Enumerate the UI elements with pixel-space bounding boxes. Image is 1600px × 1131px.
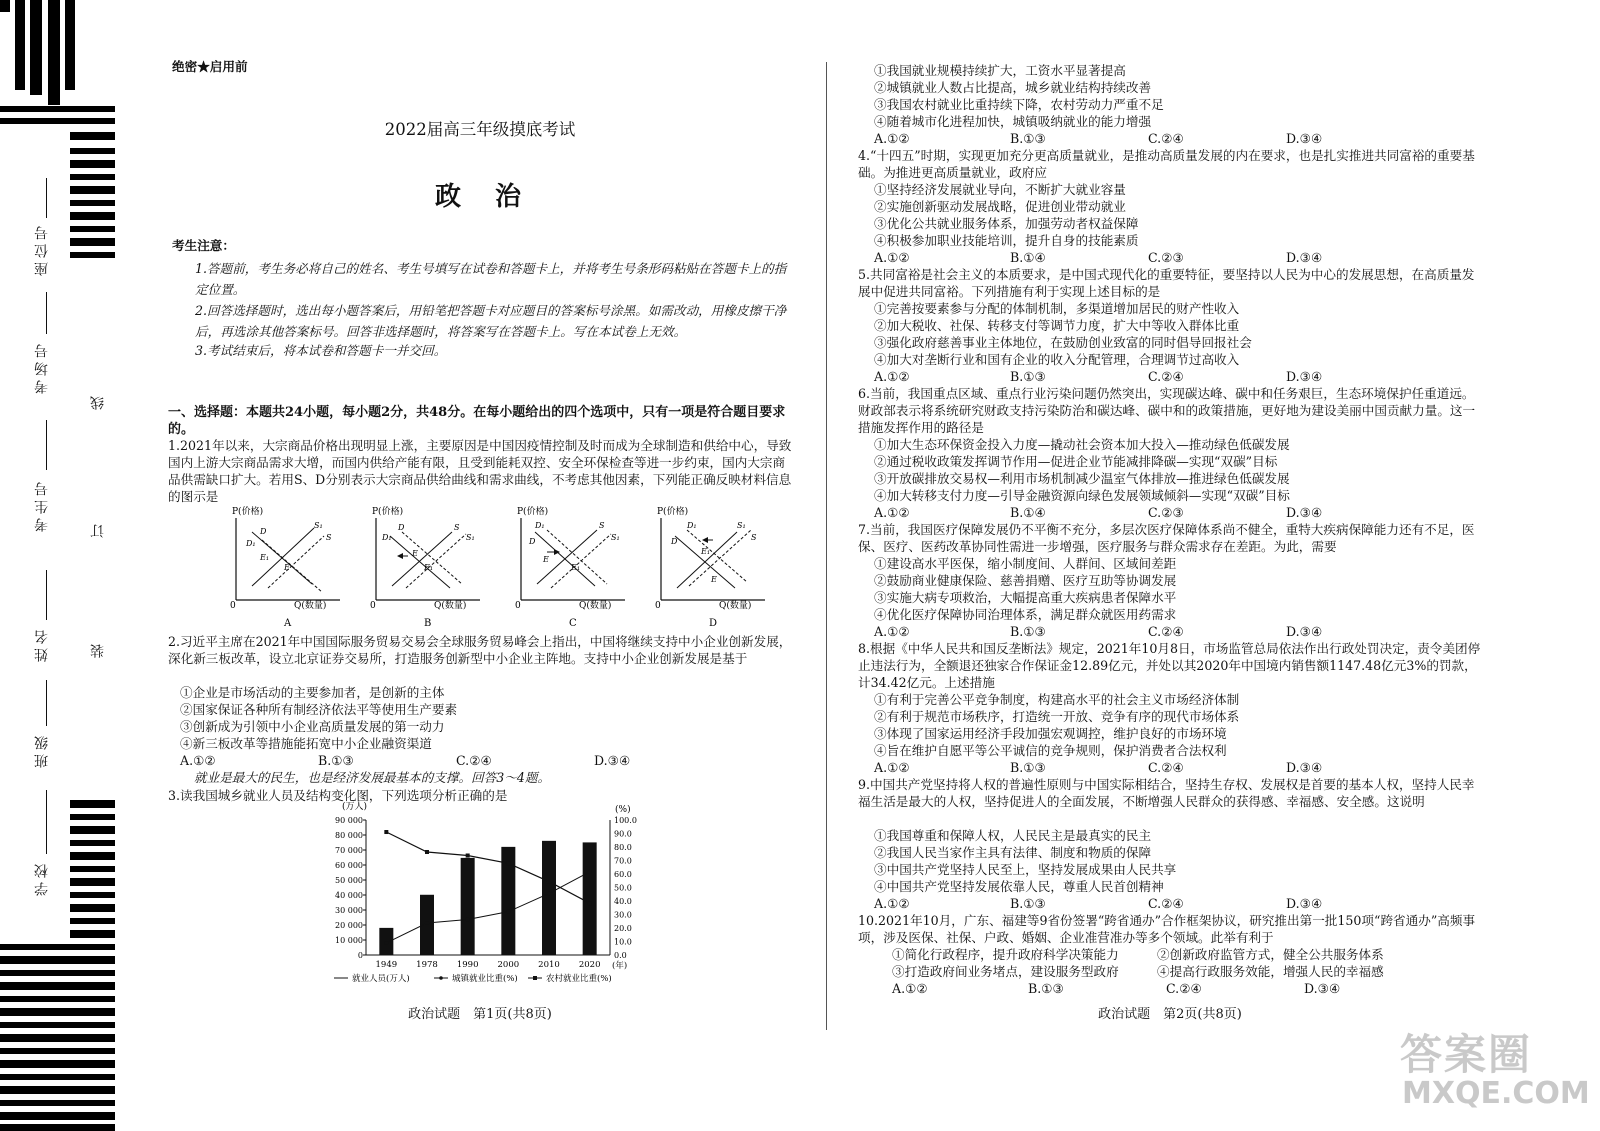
q5-item-2: ②加大税收、社保、转移支付等调节力度，扩大中等收入群体比重 (874, 318, 1240, 333)
column-divider (826, 62, 827, 1030)
svg-text:D: D (260, 527, 267, 536)
q3-item-4: ④随着城市化进程加快，城镇吸纳就业的能力增强 (874, 114, 1152, 129)
q4-stem: 4.“十四五”时期，实现更加充分更高质量就业，是推动高质量发展的内在要求，也是扎实推进共同富裕的重要基础。为推进更高质量就业，政府应 (858, 148, 1475, 180)
svg-text:D₁: D₁ (382, 533, 392, 542)
graph-d-xlabel: Q(数量) (719, 601, 752, 611)
q7-item-2: ②鼓励商业健康保险、慈善捐赠、医疗互助等协调发展 (874, 573, 1177, 588)
svg-text:D₁: D₁ (687, 521, 697, 530)
y-tick-label: 30 000 (335, 906, 363, 915)
q1-stem: 1.2021年以来，大宗商品价格出现明显上涨，主要原因是中国因疫情控制及时而成为全球制造和供给中心，导致国内上游大宗商品需求大增，而国内供给产能有限，且受到能耗双控、安全环保检查等进一步约束，国内大宗商品供需缺口扩大。若用S、D分别表示大宗商品供给曲线和需求曲线，不考虑其他因素，下列能正确反映材料信息的图示是 (168, 438, 792, 504)
exam-title: 2022届高三年级摸底考试 (384, 120, 576, 139)
q2-item-3: ③创新成为引领中小企业高质量发展的第一动力 (180, 719, 445, 734)
q3-option-a[interactable]: A.①② (874, 131, 910, 146)
field-examno-line (46, 420, 47, 470)
graph-b (370, 505, 480, 629)
q7-stem: 7.当前，我国医疗保障发展仍不平衡不充分，多层次医疗保障体系尚不健全，重特大疾病保障能力还有不足，医保、医疗、医药改革协同性需进一步增强，医疗服务与群众需求存在差距。为此，需要 (858, 522, 1475, 554)
field-room-line (46, 292, 47, 334)
line-rural (386, 832, 589, 903)
point-rural (466, 854, 470, 858)
x-tick-label: 1949 (375, 960, 398, 970)
y-tick-label: 0 (357, 951, 363, 960)
graph-d-letter: D (709, 618, 718, 629)
point-rural (547, 880, 551, 884)
svg-text:E₁: E₁ (260, 553, 270, 562)
q6-item-1: ①加大生态环保资金投入力度—撬动社会资本加大投入—推动绿色低碳发展 (874, 437, 1290, 452)
point-urban (588, 870, 592, 874)
svg-text:D: D (529, 537, 536, 546)
svg-text:E: E (412, 549, 418, 558)
section-heading: 一、选择题：本题共24小题，每小题2分，共48分。在每小题给出的四个选项中，只有一项是符合题目要求的。 (168, 405, 786, 437)
svg-text:E₁: E₁ (571, 563, 581, 572)
chart-y2label: (%) (615, 805, 631, 815)
footer-page-1: 政治试题 第1页(共8页) (408, 1007, 552, 1022)
q8-item-1: ①有利于完善公平竞争制度，构建高水平的社会主义市场经济体制 (874, 692, 1240, 707)
y-tick-label: 20 000 (335, 921, 363, 930)
q9-item-1: ①我国尊重和保障人权，人民民主是最真实的民主 (874, 828, 1152, 843)
graph-c-xlabel: Q(数量) (579, 601, 612, 611)
chart-xlabel: (年) (612, 961, 628, 971)
graph-c-letter: C (569, 618, 577, 629)
legend-urban: 城镇就业比重(%) (452, 974, 518, 984)
svg-text:E: E (284, 563, 290, 572)
q10-option-b[interactable]: B.①③ (1028, 981, 1064, 996)
q10-item-2: ②创新政府监管方式，健全公共服务体系 (1157, 947, 1384, 962)
q2-item-4: ④新三板改革等措施能拓宽中小企业融资渠道 (180, 736, 432, 751)
graph-d-origin: 0 (655, 601, 661, 611)
q2-item-2: ②国家保证各种所有制经济依法平等使用生产要素 (180, 702, 458, 717)
x-tick-label: 2020 (578, 960, 601, 970)
q2-item-1: ①企业是市场活动的主要参加者，是创新的主体 (180, 685, 445, 700)
q5-item-3: ③强化政府慈善事业主体地位，在鼓励创业致富的同时倡导回报社会 (874, 335, 1252, 350)
q10-item-1: ①简化行政程序，提升政府科学决策能力 (892, 947, 1119, 962)
graph-b-letter: B (424, 618, 432, 629)
y2-tick-label: 80.0 (614, 843, 632, 852)
q9-item-3: ③中国共产党坚持人民至上，坚持发展成果由人民共享 (874, 862, 1177, 877)
q7-option-a[interactable]: A.①② (874, 624, 910, 639)
y-tick-label: 80 000 (335, 831, 363, 840)
q3-option-d[interactable]: D.③④ (1286, 131, 1323, 146)
svg-text:D: D (398, 523, 405, 532)
svg-text:D₁: D₁ (246, 539, 256, 548)
legend-rural: 农村就业比重(%) (546, 974, 612, 984)
legend-employment: 就业人员(万人) (352, 974, 410, 984)
graph-a-origin: 0 (230, 601, 236, 611)
q3-item-1: ①我国就业规模持续扩大，工资水平显著提高 (874, 63, 1126, 78)
notice-2: 2.回答选择题时，选出每小题答案后，用铅笔把答题卡对应题目的答案标号涂黑。如需改动，用橡皮擦干净后，再选涂其他答案标号。回答非选择题时，将答案写在答题卡上。写在本试卷上无效。 (195, 303, 787, 339)
graph-d-ylabel: P(价格) (657, 507, 689, 517)
y2-tick-label: 0.0 (614, 951, 627, 960)
q9-option-c[interactable]: C.②④ (1148, 896, 1184, 911)
bar-employment (583, 842, 597, 955)
field-seat-line (46, 178, 47, 218)
watermark-logo: 答案圈 (1400, 1030, 1533, 1079)
q4-option-b[interactable]: B.①④ (1010, 250, 1046, 265)
q9-item-4: ④中国共产党坚持发展依靠人民，尊重人民首创精神 (874, 879, 1164, 894)
graph-a-letter: A (284, 618, 292, 629)
y2-tick-label: 70.0 (614, 856, 632, 866)
field-school-label: 学校 (34, 860, 50, 896)
q7-option-b[interactable]: B.①③ (1010, 624, 1046, 639)
svg-text:S: S (599, 521, 605, 530)
q7-item-3: ③实施大病专项救治，大幅提高重大疾病患者保障水平 (874, 590, 1177, 605)
point-urban (425, 921, 429, 925)
point-rural (425, 850, 429, 854)
q4-item-2: ②实施创新驱动发展战略，促进创业带动就业 (874, 199, 1126, 214)
q4-option-a[interactable]: A.①② (874, 250, 910, 265)
q5-item-1: ①完善按要素参与分配的体制机制，多渠道增加居民的财产性收入 (874, 301, 1240, 316)
graph-b-xlabel: Q(数量) (434, 601, 467, 611)
q3-option-c[interactable]: C.②④ (1148, 131, 1184, 146)
graph-b-origin: 0 (370, 601, 376, 611)
q6-option-d[interactable]: D.③④ (1286, 505, 1323, 520)
svg-text:S₁: S₁ (611, 533, 620, 542)
subject-title: 政 治 (434, 182, 525, 212)
y-tick-label: 10 000 (335, 936, 363, 945)
point-rural (384, 830, 388, 834)
svg-text:S₁: S₁ (737, 521, 746, 530)
svg-text:E₁: E₁ (424, 563, 434, 572)
cut-mark-staple: 订 (90, 520, 106, 538)
q5-item-4: ④加大对垄断行业和国有企业的收入分配管理，合理调节过高收入 (874, 352, 1240, 367)
q9-option-d[interactable]: D.③④ (1286, 896, 1323, 911)
q9-option-b[interactable]: B.①③ (1010, 896, 1046, 911)
q7-item-4: ④优化医疗保障协同治理体系，满足群众就医用药需求 (874, 607, 1177, 622)
notice-heading: 考生注意： (172, 238, 235, 253)
field-school-line (46, 790, 47, 854)
q10-option-c[interactable]: C.②④ (1166, 981, 1202, 996)
q4-item-1: ①坚持经济发展就业导向，不断扩大就业容量 (874, 182, 1126, 197)
svg-text:E: E (543, 555, 549, 564)
q2-option-d[interactable]: D.③④ (594, 753, 631, 768)
q8-item-4: ④旨在维护自愿平等公平诚信的竞争规则，保护消费者合法权利 (874, 743, 1227, 758)
q5-option-d[interactable]: D.③④ (1286, 369, 1323, 384)
point-urban (506, 910, 510, 914)
q3-item-3: ③我国农村就业比重持续下降，农村劳动力严重不足 (874, 97, 1164, 112)
q8-option-c[interactable]: C.②④ (1148, 760, 1184, 775)
employment-chart (310, 800, 670, 990)
x-tick-label: 2000 (497, 960, 520, 970)
q8-option-b[interactable]: B.①③ (1010, 760, 1046, 775)
y2-tick-label: 20.0 (614, 924, 632, 933)
point-rural (506, 861, 510, 865)
q3-option-b[interactable]: B.①③ (1010, 131, 1046, 146)
graph-a-xlabel: Q(数量) (294, 601, 327, 611)
bar-employment (461, 858, 475, 955)
y-tick-label: 50 000 (335, 876, 363, 885)
q10-stem: 10.2021年10月，广东、福建等9省份签署“跨省通办”合作框架协议，研究推出第一批150项“跨省通办”高频事项，涉及医保、社保、户政、婚姻、企业准营准办等多个领域。此举有利于 (858, 913, 1476, 945)
graph-a (230, 505, 340, 629)
field-seat-label: 座位号 (34, 222, 50, 276)
svg-text:D₁: D₁ (535, 521, 545, 530)
q5-stem: 5.共同富裕是社会主义的本质要求，是中国式现代化的重要特征，要坚持以人民为中心的发展思想，在高质量发展中促进共同富裕。下列措施有利于实现上述目标的是 (858, 267, 1475, 299)
q8-option-d[interactable]: D.③④ (1286, 760, 1323, 775)
svg-text:E: E (711, 575, 717, 584)
y2-tick-label: 50.0 (614, 883, 632, 893)
notice-1: 1.答题前，考生务必将自己的姓名、考生号填写在试卷和答题卡上，并将考生号条形码粘贴在答题卡上的指定位置。 (195, 261, 787, 297)
y-tick-label: 70 000 (335, 846, 363, 855)
q9-stem: 9.中国共产党坚持将人权的普遍性原则与中国实际相结合，坚持生存权、发展权是首要的基本人权，坚持人民幸福生活是最大的人权，坚持促进人的全面发展，不断增强人民群众的获得感、幸福感、安全感。这说明 (858, 777, 1475, 809)
y2-tick-label: 100.0 (614, 816, 637, 825)
cut-mark-bind: 装 (90, 640, 106, 658)
y2-tick-label: 60.0 (614, 870, 632, 879)
q2-option-a[interactable]: A.①② (180, 753, 216, 768)
x-tick-label: 2010 (538, 960, 560, 970)
q1-graphs (222, 504, 812, 629)
q7-item-1: ①建设高水平医保，缩小制度间、人群间、区域间差距 (874, 556, 1177, 571)
field-class-label: 班级 (34, 732, 50, 768)
confidential-mark: 绝密★启用前 (172, 59, 248, 74)
q5-option-a[interactable]: A.①② (874, 369, 910, 384)
q4-item-4: ④积极参加职业技能培训，提升自身的技能素质 (874, 233, 1139, 248)
q6-option-b[interactable]: B.①④ (1010, 505, 1046, 520)
graph-c (515, 505, 625, 629)
q6-item-2: ②通过税收政策发挥调节作用—促进企业节能减排降碳—实现“双碳”目标 (874, 454, 1278, 469)
footer-page-2: 政治试题 第2页(共8页) (1098, 1007, 1242, 1022)
q8-item-3: ③体现了国家运用经济手段加强宏观调控，维护良好的市场环境 (874, 726, 1227, 741)
field-examno-label: 考生号 (34, 478, 50, 532)
q5-option-c[interactable]: C.②④ (1148, 369, 1184, 384)
graph-d (655, 505, 765, 629)
x-tick-label: 1978 (416, 960, 438, 970)
q8-option-a[interactable]: A.①② (874, 760, 910, 775)
y-tick-label: 90 000 (335, 816, 363, 825)
field-class-line (46, 680, 47, 726)
q2-option-b[interactable]: B.①③ (318, 753, 354, 768)
svg-text:S: S (326, 533, 332, 542)
q10-item-3: ③打造政府间业务堵点，建设服务型政府 (892, 964, 1119, 979)
point-urban (547, 891, 551, 895)
svg-text:S: S (751, 533, 757, 542)
q34-intro: 就业是最大的民生，也是经济发展最基本的支撑。回答3～4题。 (194, 770, 551, 785)
bar-employment (542, 841, 556, 955)
q5-option-b[interactable]: B.①③ (1010, 369, 1046, 384)
graph-c-ylabel: P(价格) (517, 507, 549, 517)
graph-c-origin: 0 (515, 601, 521, 611)
q3-stem: 3.读我国城乡就业人员及结构变化图，下列选项分析正确的是 (168, 788, 508, 803)
svg-text:S₁: S₁ (314, 521, 323, 530)
cut-mark-line: 线 (90, 392, 106, 410)
q6-option-a[interactable]: A.①② (874, 505, 910, 520)
chart-ylabel: (万人) (342, 802, 368, 812)
q9-option-a[interactable]: A.①② (874, 896, 910, 911)
q3-item-2: ②城镇就业人数占比提高，城乡就业结构持续改善 (874, 80, 1152, 95)
point-urban (384, 941, 388, 945)
q6-option-c[interactable]: C.②③ (1148, 505, 1184, 520)
svg-text:E₁: E₁ (701, 547, 711, 556)
svg-text:S₁: S₁ (466, 533, 475, 542)
q2-stem: 2.习近平主席在2021年中国国际服务贸易交易会全球服务贸易峰会上指出，中国将继续支持中小企业创新发展，深化新三板改革，设立北京证券交易所，打造服务创新型中小企业主阵地。支持中小企业创新发展是基于 (168, 634, 792, 666)
y2-tick-label: 10.0 (614, 937, 632, 947)
point-urban (466, 917, 470, 921)
field-room-label: 考场号 (34, 340, 50, 394)
q2-option-c[interactable]: C.②④ (456, 753, 492, 768)
q10-item-4: ④提高行政服务效能，增强人民的幸福感 (1157, 964, 1384, 979)
y2-tick-label: 40.0 (614, 897, 632, 906)
point-rural (588, 901, 592, 905)
q8-item-2: ②有利于规范市场秩序，打造统一开放、竞争有序的现代市场体系 (874, 709, 1240, 724)
line-urban (386, 872, 589, 943)
svg-text:D: D (671, 537, 678, 546)
q6-stem: 6.当前，我国重点区域、重点行业污染问题仍然突出，实现碳达峰、碳中和任务艰巨，生态环境保护任重道远。财政部表示将系统研究财政支持污染防治和碳达峰、碳中和的政策措施，更好地为建设美丽中国贡献力量。这一措施发挥作用的路径是 (858, 386, 1476, 435)
q8-stem: 8.根据《中华人民共和国反垄断法》规定，2021年10月8日，市场监管总局依法作出行政处罚决定，责令美团停止违法行为，全额退还独家合作保证金12.89亿元，并处以其2020年中国境内销售额1147.48亿元3%的罚款，计34.42亿元。上述措施 (858, 641, 1481, 690)
q7-option-d[interactable]: D.③④ (1286, 624, 1323, 639)
field-name-line (46, 570, 47, 620)
y-tick-label: 40 000 (335, 891, 363, 900)
graph-b-ylabel: P(价格) (372, 507, 404, 517)
watermark-url: MXQE.COM (1402, 1076, 1590, 1111)
field-name-label: 姓名 (34, 626, 50, 662)
q4-option-d[interactable]: D.③④ (1286, 250, 1323, 265)
x-tick-label: 1990 (456, 960, 479, 970)
q10-option-a[interactable]: A.①② (892, 981, 928, 996)
svg-text:S: S (454, 523, 460, 532)
q7-option-c[interactable]: C.②④ (1148, 624, 1184, 639)
q10-option-d[interactable]: D.③④ (1304, 981, 1341, 996)
graph-a-ylabel: P(价格) (232, 507, 264, 517)
y-tick-label: 60 000 (335, 861, 363, 870)
q9-item-2: ②我国人民当家作主具有法律、制度和物质的保障 (874, 845, 1152, 860)
y2-tick-label: 90.0 (614, 829, 632, 839)
q6-item-3: ③开放碳排放交易权—利用市场机制减少温室气体排放—推进绿色低碳发展 (874, 471, 1290, 486)
q4-option-c[interactable]: C.②③ (1148, 250, 1184, 265)
q4-item-3: ③优化公共就业服务体系，加强劳动者权益保障 (874, 216, 1139, 231)
y2-tick-label: 30.0 (614, 910, 632, 920)
q6-item-4: ④加大转移支付力度—引导金融资源向绿色发展领域倾斜—实现“双碳”目标 (874, 488, 1290, 503)
notice-3: 3.考试结束后，将本试卷和答题卡一并交回。 (195, 343, 447, 358)
